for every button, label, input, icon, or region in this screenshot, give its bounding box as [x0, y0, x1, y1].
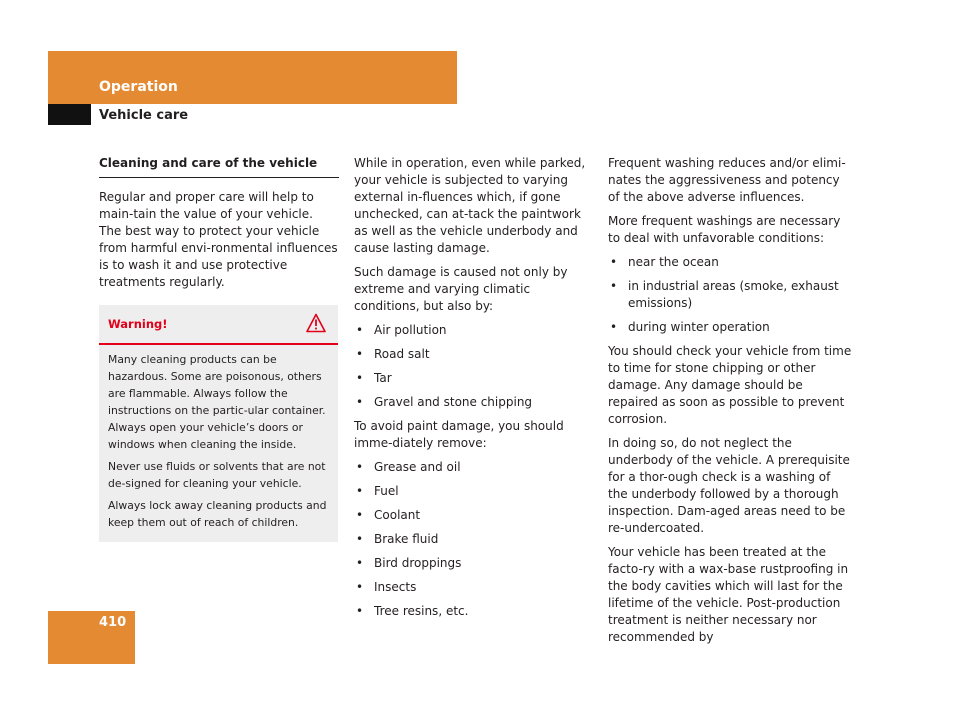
column-1 [99, 155, 339, 542]
page-number: 410 [99, 615, 127, 630]
paragraph: Your vehicle has been treated at the facto-ry with a wax-base rustproofing in the body cavities which will last for the lifetime of the vehicle. Post-production treatment is neither necessary nor recommended by [608, 545, 849, 644]
list-item: • Tree resins, etc. [354, 603, 594, 620]
warning-box [99, 305, 338, 542]
bullet-list [354, 459, 594, 620]
paragraph: Such damage is caused not only by extreme and varying climatic conditions, but also by: [354, 265, 568, 313]
bullet-list [608, 254, 853, 336]
paragraph: In doing so, do not neglect the underbody of the vehicle. A prerequisite for a thor-ough check is a washing of the underbody followed by a thorough inspection. Dam-aged areas need to be re-undercoated. [608, 436, 850, 535]
column-2 [354, 155, 594, 627]
warning-label: Warning! [108, 316, 168, 331]
list-item: • during winter operation [608, 319, 853, 336]
list-item: • Bird droppings [354, 555, 594, 572]
warning-triangle-icon [306, 313, 326, 333]
header-band [48, 51, 457, 104]
paragraph: You should check your vehicle from time to time for stone chipping or other damage. Any damage should be repaired as soon as possible to prevent corrosion. [608, 344, 852, 426]
warning-paragraph: Always lock away cleaning products and keep them out of reach of children. [108, 499, 327, 529]
subsection-title: Vehicle care [99, 108, 189, 123]
intro-paragraph: Regular and proper care will help to main-tain the value of your vehicle. The best way to protect your vehicle from harmful envi-ronmental influences is to wash it and use protective treatments regularly. [99, 190, 338, 289]
section-heading: Cleaning and care of the vehicle [99, 155, 339, 178]
bullet-list [354, 322, 594, 411]
list-item: • Fuel [354, 483, 594, 500]
list-item: • Gravel and stone chipping [354, 394, 594, 411]
list-item: • Grease and oil [354, 459, 594, 476]
warning-paragraph: Many cleaning products can be hazardous. Some are poisonous, others are flammable. Always follow the instructions on the partic-ular container. Always open your vehicle’s doors or windows when cleaning the inside. [108, 353, 326, 451]
list-item: • Insects [354, 579, 594, 596]
paragraph: More frequent washings are necessary to deal with unfavorable conditions: [608, 214, 841, 245]
list-item: • Tar [354, 370, 594, 387]
list-item: • Brake fluid [354, 531, 594, 548]
column-3 [608, 155, 853, 653]
paragraph: While in operation, even while parked, your vehicle is subjected to varying external in-fluences which, if gone unchecked, can at-tack the paintwork as well as the vehicle underbody and cause lasting damage. [354, 156, 586, 255]
list-item: • Road salt [354, 346, 594, 363]
list-item: • in industrial areas (smoke, exhaust emissions) [608, 278, 853, 312]
section-tab-marker [48, 104, 91, 125]
paragraph: To avoid paint damage, you should imme-diately remove: [354, 419, 564, 450]
warning-header [99, 305, 338, 345]
list-item: • Coolant [354, 507, 594, 524]
paragraph: Frequent washing reduces and/or elimi-nates the aggressiveness and potency of the above adverse influences. [608, 156, 846, 204]
warning-paragraph: Never use fluids or solvents that are not de-signed for cleaning your vehicle. [108, 460, 326, 490]
list-item: • Air pollution [354, 322, 594, 339]
warning-body [99, 345, 338, 542]
section-title: Operation [99, 79, 178, 95]
list-item: • near the ocean [608, 254, 853, 271]
